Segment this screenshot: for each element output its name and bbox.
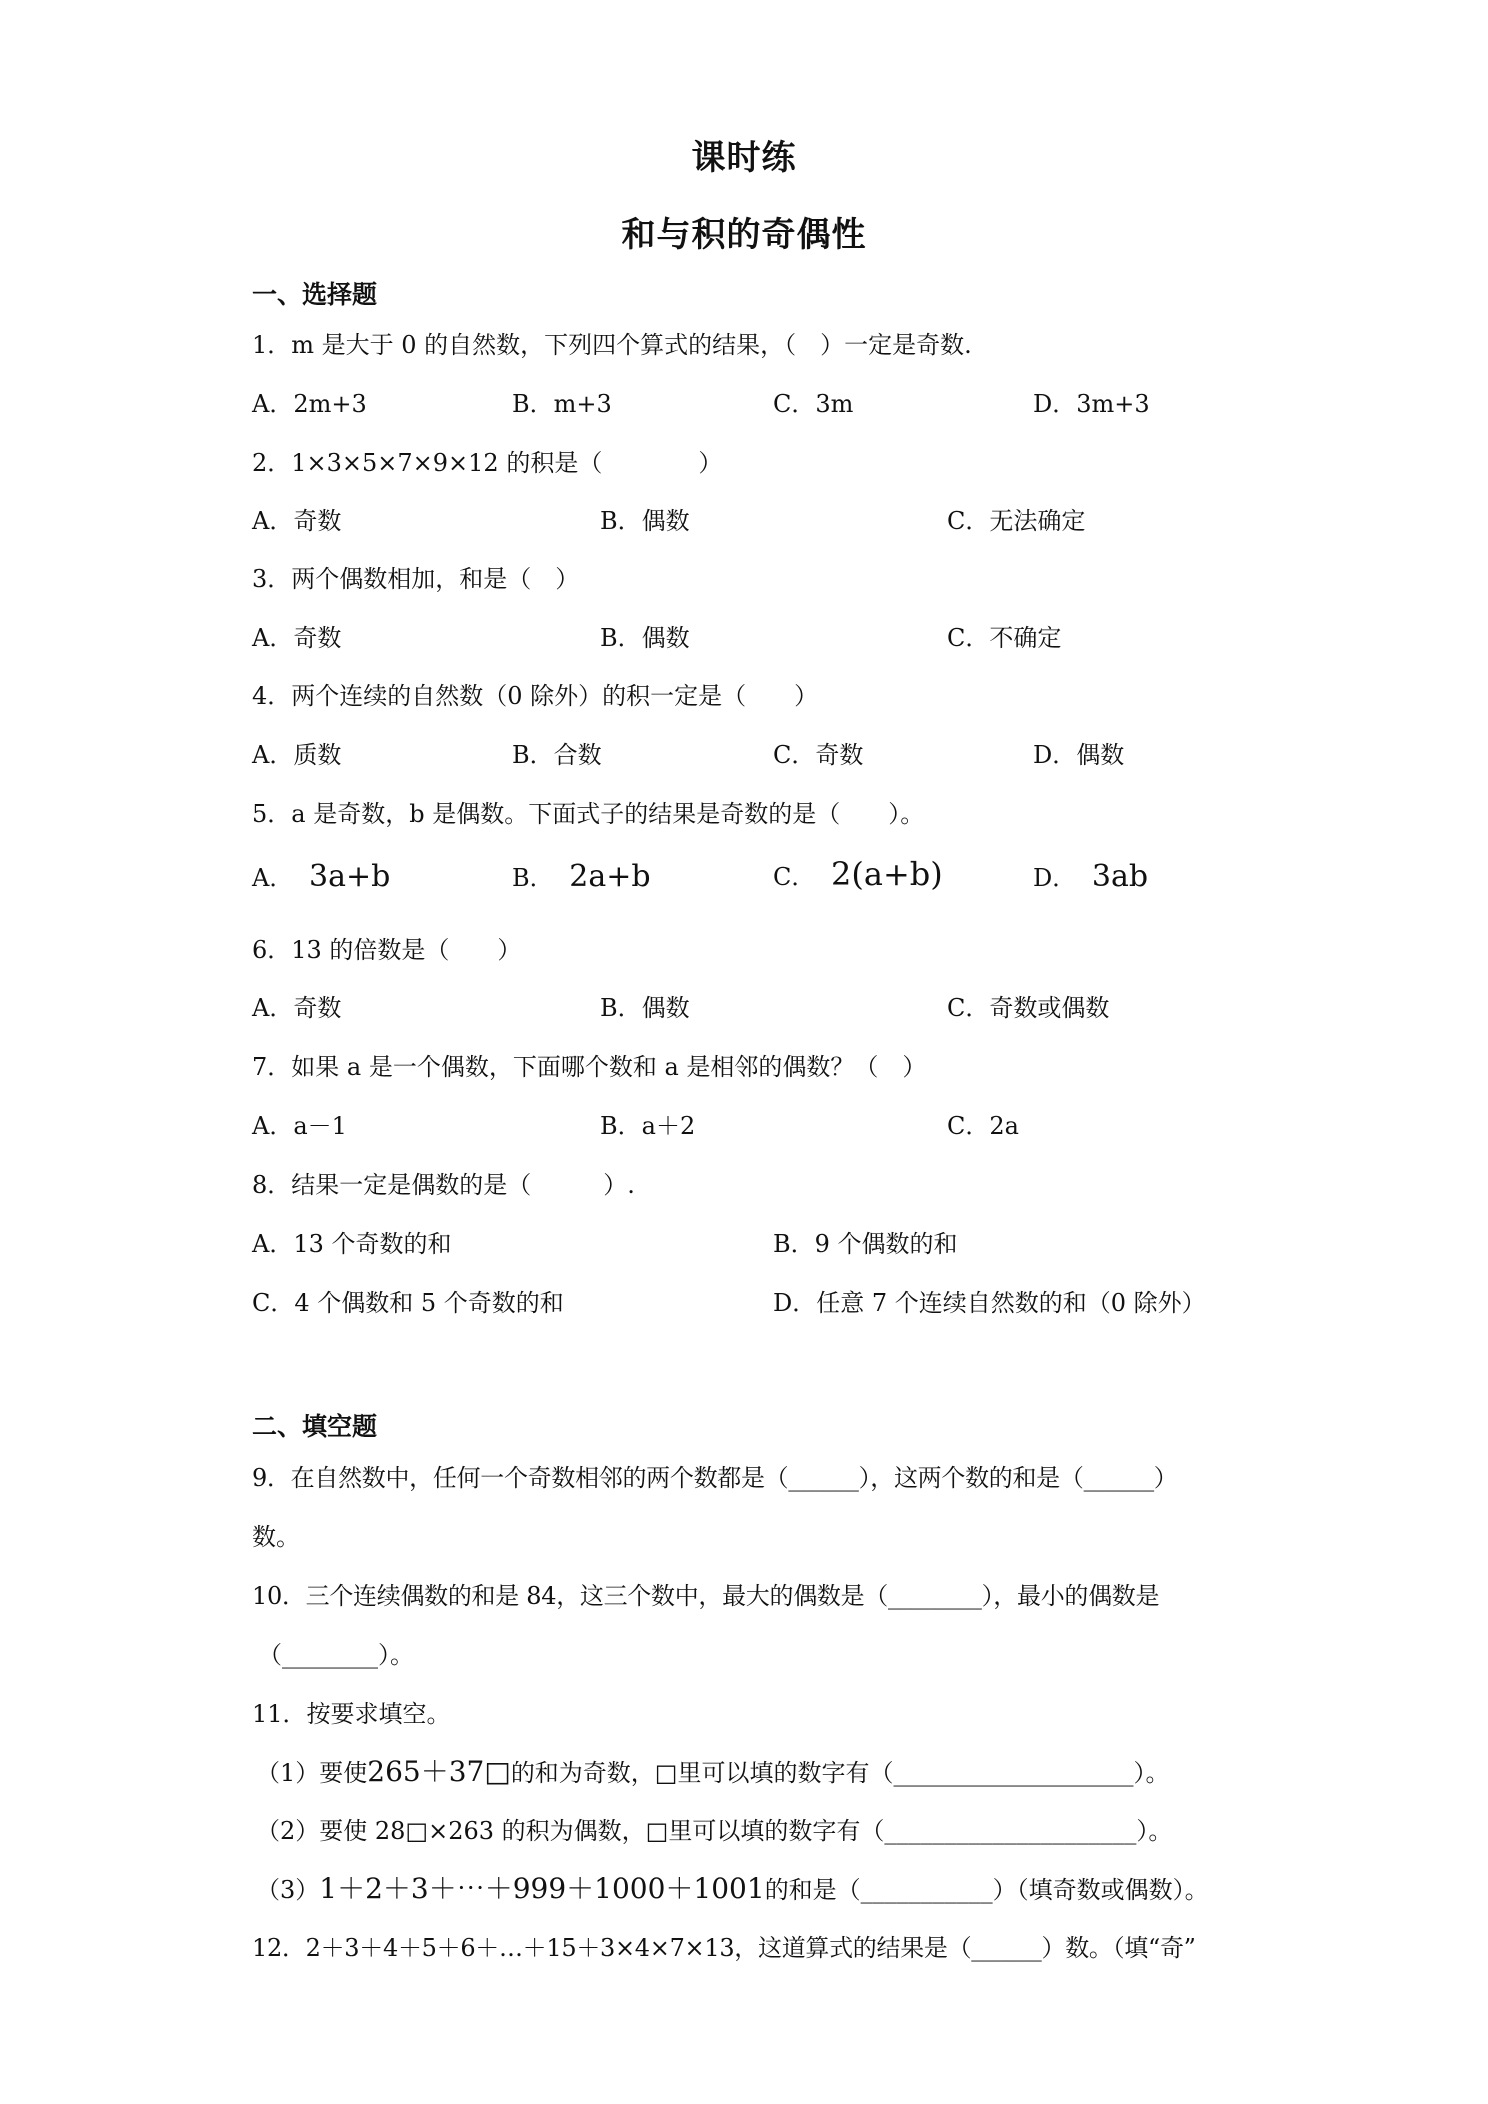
question-12-line-1: 12．2＋3＋4＋5＋6＋…＋15＋3×4×7×13，这道算式的结果是（______）数。（填“奇”: [252, 1934, 1196, 1962]
question-11: 11．按要求填空。: [252, 1700, 451, 1728]
q11-p1-expression: 265＋37□: [367, 1755, 511, 1788]
q5-option-a-expr: 3a+b: [308, 859, 391, 894]
q2-option-c: C．无法确定: [947, 507, 1086, 535]
q5-option-c: [773, 855, 943, 893]
q1-option-d: D．3m+3: [1033, 390, 1150, 418]
q5-option-d: [1033, 858, 1148, 894]
q7-option-b: B．a＋2: [600, 1112, 696, 1140]
q5-option-a: [252, 858, 390, 894]
question-7: 7．如果 a 是一个偶数，下面哪个数和 a 是相邻的偶数？（ ）: [252, 1053, 927, 1081]
question-9-line-1: 9．在自然数中，任何一个奇数相邻的两个数都是（______），这两个数的和是（______）: [252, 1464, 1178, 1492]
q5-option-b-label: B．: [512, 864, 554, 892]
question-5: 5．a 是奇数，b 是偶数。下面式子的结果是奇数的是（ ）。: [252, 800, 925, 828]
section-heading-choice: 一、选择题: [252, 280, 378, 309]
question-10-line-2: （________）。: [258, 1641, 414, 1669]
q4-option-a: A．质数: [252, 741, 342, 769]
q7-option-a: A．a－1: [252, 1112, 347, 1140]
q11-p3-suffix: 的和是（___________）（填奇数或偶数）。: [764, 1876, 1209, 1904]
q4-option-b: B．合数: [512, 741, 602, 769]
q6-option-c: C．奇数或偶数: [947, 994, 1110, 1022]
q8-option-b: B．9 个偶数的和: [773, 1230, 958, 1258]
q1-option-c: C．3m: [773, 390, 854, 418]
q2-option-a: A．奇数: [252, 507, 342, 535]
question-4: 4．两个连续的自然数（0 除外）的积一定是（ ）: [252, 682, 819, 710]
question-3: 3．两个偶数相加，和是（ ）: [252, 565, 580, 593]
q5-option-d-label: D．: [1033, 864, 1077, 892]
q7-option-c: C．2a: [947, 1112, 1019, 1140]
section-heading-fill: 二、填空题: [252, 1412, 378, 1441]
q11-p3-prefix: （3）: [256, 1876, 320, 1904]
q4-option-c: C．奇数: [773, 741, 864, 769]
page-title: 课时练: [691, 138, 797, 178]
q11-p1-suffix: 的和为奇数，□里可以填的数字有（____________________）。: [510, 1759, 1170, 1787]
question-9-line-2: 数。: [252, 1523, 300, 1551]
q1-option-a: A．2m+3: [252, 390, 367, 418]
question-11-part-3: [256, 1867, 1209, 1907]
q8-option-a: A．13 个奇数的和: [252, 1230, 452, 1258]
question-11-part-1: [256, 1750, 1170, 1790]
question-1: 1．m 是大于 0 的自然数，下列四个算式的结果，（ ）一定是奇数.: [252, 331, 972, 359]
q6-option-b: B．偶数: [600, 994, 690, 1022]
q3-option-b: B．偶数: [600, 624, 690, 652]
q3-option-a: A．奇数: [252, 624, 342, 652]
q11-p3-expression: 1＋2＋3＋⋯＋999＋1000＋1001: [319, 1872, 765, 1905]
q5-option-b-expr: 2a+b: [569, 859, 651, 894]
q8-option-c: C．4 个偶数和 5 个奇数的和: [252, 1289, 564, 1317]
q4-option-d: D．偶数: [1033, 741, 1125, 769]
q2-option-b: B．偶数: [600, 507, 690, 535]
q11-p1-prefix: （1）要使: [256, 1759, 368, 1787]
q5-option-c-expr: 2(a+b): [831, 855, 943, 893]
question-6: 6．13 的倍数是（ ）: [252, 936, 522, 964]
q5-option-a-label: A．: [252, 864, 294, 892]
q3-option-c: C．不确定: [947, 624, 1062, 652]
q8-option-d: D．任意 7 个连续自然数的和（0 除外）: [773, 1289, 1206, 1317]
question-2: 2．1×3×5×7×9×12 的积是（ ）: [252, 449, 723, 477]
q5-option-d-expr: 3ab: [1091, 859, 1149, 894]
question-10-line-1: 10．三个连续偶数的和是 84，这三个数中，最大的偶数是（________），最小的偶数是: [252, 1582, 1160, 1610]
q1-option-b: B．m+3: [512, 390, 612, 418]
question-11-part-2: （2）要使 28□×263 的积为偶数，□里可以填的数字有（_____________________）。: [256, 1817, 1173, 1845]
q6-option-a: A．奇数: [252, 994, 342, 1022]
q5-option-b: [512, 858, 651, 894]
q5-option-c-label: C．: [773, 863, 816, 891]
page-subtitle: 和与积的奇偶性: [621, 215, 867, 255]
question-8: 8．结果一定是偶数的是（ ）.: [252, 1171, 635, 1199]
